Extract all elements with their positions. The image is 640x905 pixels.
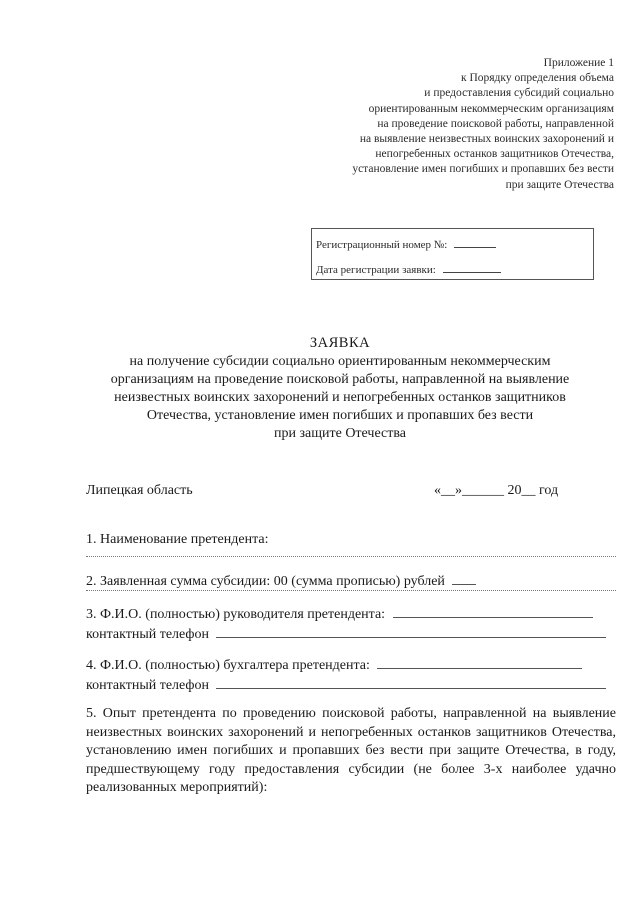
application-heading bbox=[60, 334, 620, 443]
registration-date-field[interactable] bbox=[443, 262, 501, 273]
appendix-line: Приложение 1 bbox=[543, 57, 614, 69]
heading-line: на получение субсидии социально ориентированным некоммерческим bbox=[129, 354, 551, 369]
accountant-phone-label: контактный телефон bbox=[86, 678, 209, 693]
subsidy-amount-line bbox=[86, 572, 616, 590]
registration-date-row bbox=[316, 262, 501, 276]
registration-date-label: Дата регистрации заявки: bbox=[316, 264, 436, 276]
registration-number-row bbox=[316, 237, 496, 251]
appendix-line: на проведение поисковой работы, направленной bbox=[377, 117, 614, 130]
heading-line: при защите Отечества bbox=[273, 426, 406, 441]
subsidy-amount-field[interactable] bbox=[452, 572, 476, 585]
heading-line: неизвестных воинских захоронений и непогребенных останков защитников bbox=[114, 390, 566, 405]
head-name-field[interactable] bbox=[393, 605, 593, 618]
experience-paragraph: 5. Опыт претендента по проведению поисковой работы, направленной на выявление неизвестных воинских захоронений и непогребенных останков защитников Отечества, установлению имен погибших и пропавших без вести при защите Отечества, в году, предшествующему году предоставления субсидии (не более 3-х наиболее удачно реализованных мероприятий): bbox=[86, 706, 616, 795]
heading-line: Отечества, установление имен погибших и пропавших без вести bbox=[146, 408, 534, 423]
accountant-phone-line bbox=[86, 676, 616, 694]
appendix-line: ориентированным некоммерческим организациям bbox=[368, 102, 614, 115]
accountant-phone-field[interactable] bbox=[216, 676, 606, 689]
accountant-name-field[interactable] bbox=[377, 656, 582, 669]
appendix-line: непогребенных останков защитников Отечества, bbox=[375, 148, 614, 161]
head-phone-label: контактный телефон bbox=[86, 627, 209, 642]
appendix-line: на выявление неизвестных воинских захоронений и bbox=[359, 133, 614, 146]
applicant-name-field[interactable] bbox=[86, 556, 616, 557]
application-date-field[interactable]: «__»______ 20__ год bbox=[434, 483, 559, 498]
appendix-line: к Порядку определения объема bbox=[460, 72, 614, 85]
subsidy-amount-label: 2. Заявленная сумма субсидии: 00 (сумма прописью) рублей bbox=[86, 574, 445, 589]
accountant-name-line bbox=[86, 656, 616, 674]
appendix-header bbox=[284, 56, 614, 193]
head-name-line bbox=[86, 605, 616, 623]
application-title: ЗАЯВКА bbox=[309, 335, 371, 351]
appendix-line: и предоставления субсидий социально bbox=[424, 87, 614, 100]
accountant-name-label: 4. Ф.И.О. (полностью) бухгалтера претендента: bbox=[86, 658, 370, 673]
region-label: Липецкая область bbox=[86, 483, 193, 498]
appendix-line: при защите Отечества bbox=[505, 178, 614, 191]
registration-box bbox=[311, 228, 594, 280]
head-phone-field[interactable] bbox=[216, 625, 606, 638]
heading-line: организациям на проведение поисковой работы, направленной на выявление bbox=[110, 372, 570, 387]
head-phone-line bbox=[86, 625, 616, 643]
appendix-line: установление имен погибших и пропавших без вести bbox=[352, 163, 614, 176]
subsidy-amount-underline bbox=[86, 590, 616, 591]
head-name-label: 3. Ф.И.О. (полностью) руководителя претендента: bbox=[86, 607, 386, 622]
registration-number-label: Регистрационный номер №: bbox=[316, 239, 448, 251]
registration-number-field[interactable] bbox=[454, 237, 496, 248]
applicant-name-label: 1. Наименование претендента: bbox=[86, 532, 269, 547]
